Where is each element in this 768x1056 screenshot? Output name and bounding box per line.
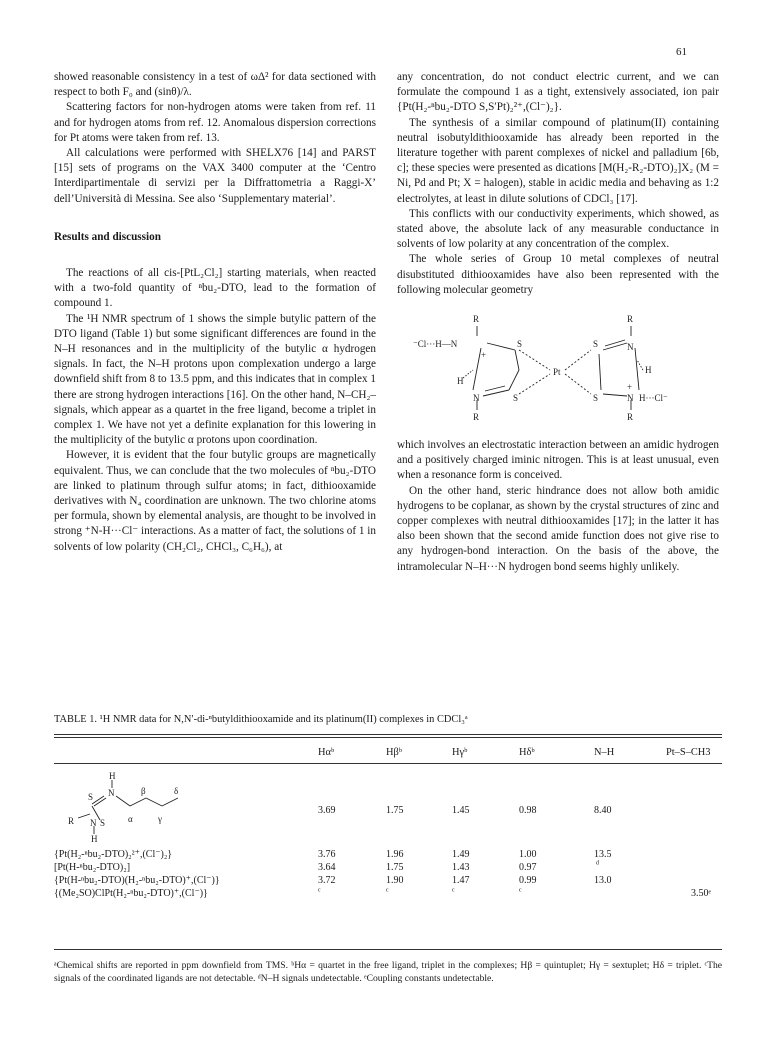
table-cell: 13.0 [594,875,612,886]
table-footnote: ᵃChemical shifts are reported in ppm downfield from TMS. ᵇHα = quartet in the free ligand, triplet in the complexes; Hβ = quintuplet; Hγ = sextuplet; Hδ = triplet. ᶜThe signals of the coordinated ligands are not detectable. ᵈN–H signals undetectable. ᵉCoupling constants undetectable. [54,960,722,984]
ligand-h-label: H [91,834,98,844]
nitrogen-label: N [627,393,634,404]
page-number: 61 [676,46,687,58]
table-caption: TABLE 1. ¹H NMR data for N,N′-di-ⁿbutyldithiooxamide and its platinum(II) complexes in CDCl₃ᵃ [54,714,468,725]
r-label: R [473,412,480,423]
table-cell: 1.75 [386,862,404,873]
table-top-rule [54,734,722,735]
table-cell: 1.45 [452,805,470,816]
paragraph: any concentration, do not conduct electric current, and we can formulate the compound 1 as a tight, extensively associated, ion pair {Pt(H₂-ⁿbu₂-DTO S,S′Pt)₂²⁺,(Cl⁻)₂}. [397,71,719,114]
ligand-h-label: H [109,771,116,781]
hydrogen-label: H [457,376,464,387]
left-column [54,70,376,555]
ligand-structure [54,770,264,850]
table-cell: 0.98 [519,805,537,816]
column-header: Pt–S–CH3 [666,747,711,758]
column-header: Hδᵇ [519,747,535,758]
table-cell: 1.43 [452,862,470,873]
paragraph: All calculations were performed with SHELX76 [14] and PARST [15] sets of programs on the VAX 3400 computer at the ‘Centro Interdipartimentale di servizi per la Diffrattometria a Raggi-X’ dell’Università di Messina. See also ‘Supplementary material’. [54,147,376,205]
table-top-rule [54,737,722,738]
plus-charge-label: + [627,382,633,393]
sulfur-label: S [593,339,599,350]
nitrogen-label: N [627,342,634,353]
table-cell: 3.76 [318,849,336,860]
table-cell: 13.5 [594,849,612,860]
ligand-n-label: N [108,788,115,798]
column-header: Hαᵇ [318,747,335,758]
ligand-n-label: N [90,818,97,828]
molecular-structure [397,298,719,438]
ligand-structure-drawing [54,770,264,850]
paragraph: The reactions of all cis-[PtL₂Cl₂] starting materials, when reacted with a two-fold quantity of ⁿbu₂-DTO, lead to the formation of compound 1. [54,267,376,310]
r-label: R [473,314,480,325]
sulfur-label: S [593,393,599,404]
table-cell: 1.90 [386,875,404,886]
table-row-label: {Pt(H-ⁿbu₂-DTO)(H₂-ⁿbu₂-DTO)⁺,(Cl⁻)} [54,875,220,886]
table-cell: 1.00 [519,849,537,860]
table-cell: 1.75 [386,805,404,816]
table-cell: 8.40 [594,805,612,816]
table-cell: 1.47 [452,875,470,886]
table-cell: ᶜ [386,886,389,897]
hydrogen-label: H [645,365,652,376]
paragraph: which involves an electrostatic interaction between an amidic hydrogen and a positively charged iminic nitrogen. This is at least unusual, even when a resonance form is conceived. [397,439,719,482]
right-column [397,70,719,575]
table-cell: ᵈ [596,859,600,870]
paragraph: On the other hand, steric hindrance does not allow both amidic hydrogens to be coplanar, as shown by the crystal structures of zinc and copper complexes with neutral dithiooxamides [17]; in the latter it has also been shown that the second amide function does not give rise to any hydrogen-bond interaction. On the basis of the above, the intramolecular N–H···N hydrogen bond seems highly unlikely. [397,484,719,573]
chloride-interaction-label: ⁻Cl···H—N [413,339,458,350]
platinum-label: Pt [553,367,561,378]
table-bottom-rule [54,949,722,950]
r-label: R [627,412,634,423]
table-row-label: [Pt(H-ⁿbu₂-DTO)₂] [54,862,131,873]
table-cell: 1.49 [452,849,470,860]
paragraph: showed reasonable consistency in a test of ωΔ² for data sectioned with respect to both F₀ and (sinθ)/λ. [54,71,376,99]
table-cell: 1.96 [386,849,404,860]
chloride-interaction-label: H···Cl⁻ [639,393,668,404]
table-cell: ᶜ [318,886,321,897]
table-row-label: {(Me₂SO)ClPt(H₂-ⁿbu₂-DTO)⁺,(Cl⁻)} [54,888,208,899]
table-cell: 3.69 [318,805,336,816]
table-row-label: {Pt(H₂-ⁿbu₂-DTO)₂²⁺,(Cl⁻)₂} [54,849,173,860]
paragraph: This conflicts with our conductivity experiments, which showed, as stated above, the absolute lack of any measurable conductance in solvents of low polarity at any concentration of the complex. [397,207,719,251]
ligand-s-label: S [88,792,94,802]
alpha-label: α [128,814,133,824]
table-cell: 3.72 [318,875,336,886]
table-cell: 3.64 [318,862,336,873]
ligand-r-label: R [68,816,75,826]
table-cell: 0.99 [519,875,537,886]
delta-label: δ [174,786,179,796]
column-header: N–H [594,747,615,758]
molecular-structure-drawing [405,298,705,438]
paragraph: The ¹H NMR spectrum of 1 shows the simple butylic pattern of the DTO ligand (Table 1) but some significant differences are found in the N–H resonances and in the multiplicity of the butylic α hydrogen signals. In fact, the N–H protons upon complexation undergo a large downfield shift from 8 to 13.5 ppm, and this indicates that in complex 1 there are strong hydrogen interactions [16]. On the other hand, N–CH₂– signals, which appear as a quartet in the free ligand, become a triplet in complex 1. We have not yet a definite explanation for this lowering in the multiplicity of the butylic α protons upon coordination. [54,312,376,447]
table-cell: ᶜ [452,886,455,897]
paragraph: Scattering factors for non-hydrogen atoms were taken from ref. 11 and for hydrogen atoms from ref. 12. Anomalous dispersion corrections for Pt atoms were taken from ref. 13. [54,101,376,144]
section-heading: Results and discussion [54,230,161,243]
paragraph: However, it is evident that the four butylic groups are magnetically equivalent. Thus, we can conclude that the two molecules of ⁿbu₂-DTO are linked to platinum through sulfur atoms; in fact, dithiooxamide derivatives with N₄ coordination are unknown. The two chlorine atoms per formula, shown by elemental analysis, are thought to be involved in strong ⁺N-H···Cl⁻ interactions. As a matter of fact, the solutions of 1 in solvents of low polarity (CH₂Cl₂, CHCl₃, C₆H₆), at [54,449,376,553]
paragraph: The whole series of Group 10 metal complexes of neutral disubstituted dithiooxamides have also been represented with the following molecular geometry [397,253,719,296]
table-cell: 3.50ᵉ [691,888,712,899]
table-cell: 0.97 [519,862,537,873]
table-cell: ᶜ [519,886,522,897]
sulfur-label: S [517,339,523,350]
sulfur-label: S [513,393,519,404]
nitrogen-label: N [473,393,480,404]
r-label: R [627,314,634,325]
header-rule [54,763,722,764]
column-header: Hγᵇ [452,747,468,758]
ligand-s-label: S [100,818,106,828]
gamma-label: γ [158,814,162,824]
plus-charge-label: + [481,350,487,361]
beta-label: β [141,786,146,796]
column-header: Hβᵇ [386,747,403,758]
paragraph: The synthesis of a similar compound of platinum(II) containing neutral isobutyldithiooxamide has already been reported in the literature together with parent complexes of nickel and palladium [6b, c]; these species were presented as dications [M(H₂-R₂-DTO)₂]X₂ (M = Ni, Pd and Pt; X = halogen), stable in acidic media and behaving as 1:2 electrolytes, at least in dilute solutions of CDCl₃ [17]. [397,116,719,205]
